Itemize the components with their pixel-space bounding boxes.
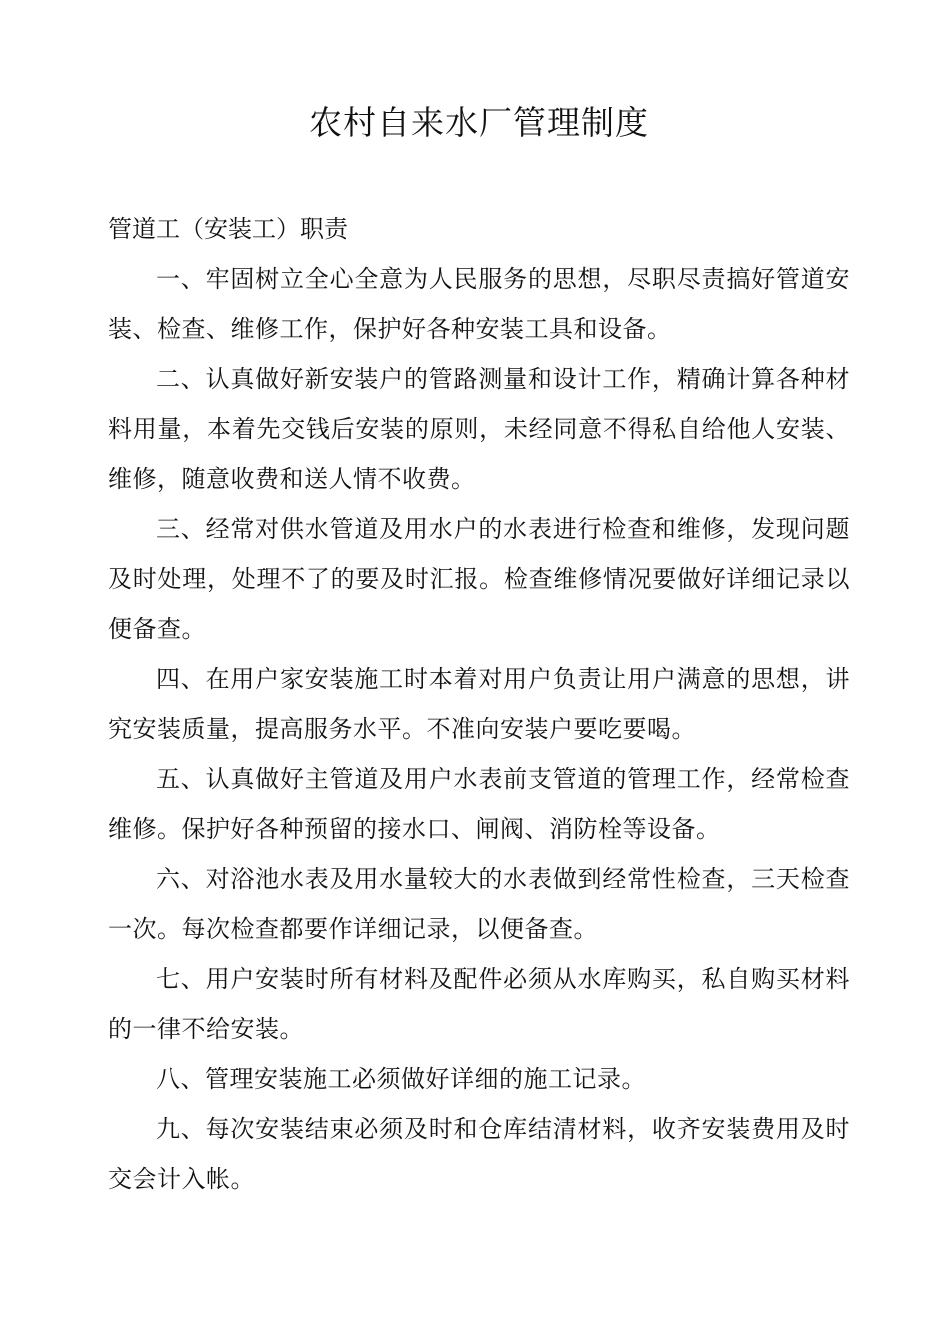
clause-9: 九、每次安装结束必须及时和仓库结清材料，收齐安装费用及时交会计入帐。 [108,1115,850,1193]
clause-5: 五、认真做好主管道及用户水表前支管道的管理工作，经常检查维修。保护好各种预留的接水口、闸阀、消防栓等设备。 [108,765,850,843]
clause-6: 六、对浴池水表及用水量较大的水表做到经常性检查，三天检查一次。每次检查都要作详细记录，以便备查。 [108,865,850,943]
clause-1: 一、牢固树立全心全意为人民服务的思想，尽职尽责搞好管道安装、检查、维修工作，保护好各种安装工具和设备。 [108,265,850,343]
clause-2: 二、认真做好新安装户的管路测量和设计工作，精确计算各种材料用量，本着先交钱后安装的原则，未经同意不得私自给他人安装、维修，随意收费和送人情不收费。 [108,365,850,493]
clause-7: 七、用户安装时所有材料及配件必须从水库购买，私自购买材料的一律不给安装。 [108,965,850,1043]
document-title: 农村自来水厂管理制度 [309,103,649,142]
clause-8: 八、管理安装施工必须做好详细的施工记录。 [156,1065,646,1093]
section-heading: 管道工（安装工）职责 [108,215,348,243]
clause-3: 三、经常对供水管道及用水户的水表进行检查和维修，发现问题及时处理，处理不了的要及时汇报。检查维修情况要做好详细记录以便备查。 [108,515,850,643]
clause-4: 四、在用户家安装施工时本着对用户负责让用户满意的思想，讲究安装质量，提高服务水平。不准向安装户要吃要喝。 [108,665,850,743]
document-page [108,100,850,1204]
